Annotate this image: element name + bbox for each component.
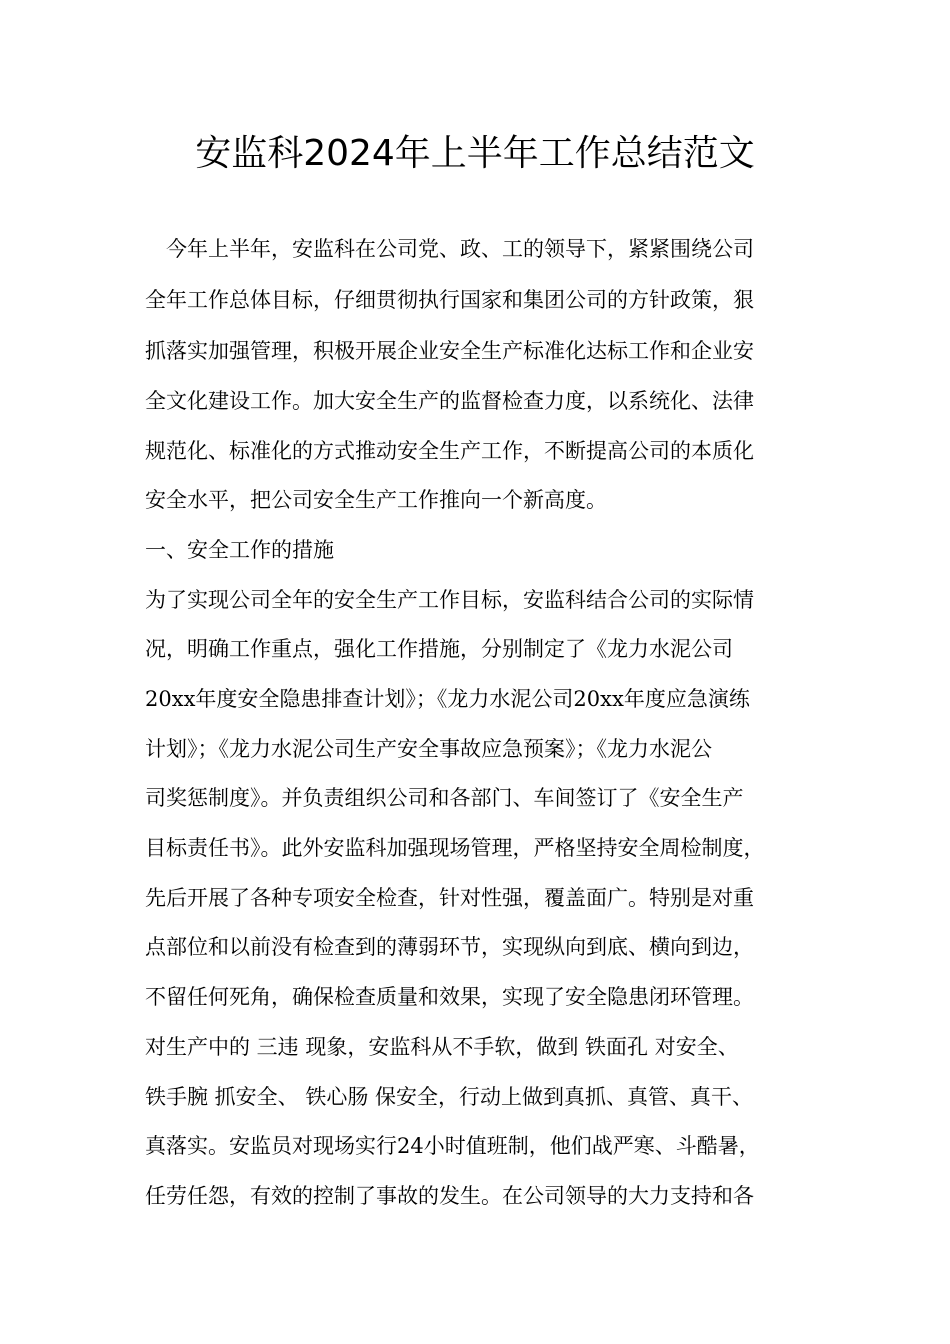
paragraph-line: 计划》；《龙力水泥公司生产安全事故应急预案》；《龙力水泥公 (145, 737, 712, 761)
paragraph-line: 不留任何死角，确保检查质量和效果，实现了安全隐患闭环管理。 (145, 985, 754, 1009)
paragraph-line: 全文化建设工作。加大安全生产的监督检查力度，以系统化、法律 (145, 389, 754, 413)
paragraph-line: 全年工作总体目标，仔细贯彻执行国家和集团公司的方针政策，狠 (145, 288, 754, 312)
paragraph-line: 规范化、标准化的方式推动安全生产工作，不断提高公司的本质化 (145, 439, 754, 463)
paragraph-line: 安全水平，把公司安全生产工作推向一个新高度。 (145, 488, 607, 512)
section-heading: 一、安全工作的措施 (145, 538, 334, 562)
paragraph-line: 任劳任怨，有效的控制了事故的发生。在公司领导的大力支持和各 (145, 1184, 754, 1208)
document-title: 安监科2024年上半年工作总结范文 (195, 133, 755, 174)
paragraph-line: 抓落实加强管理，积极开展企业安全生产标准化达标工作和企业安 (145, 339, 754, 363)
paragraph-line: 目标责任书》。此外安监科加强现场管理，严格坚持安全周检制度， (145, 836, 765, 860)
paragraph-line: 司奖惩制度》。并负责组织公司和各部门、车间签订了《安全生产 (145, 786, 744, 810)
paragraph-line: 真落实。安监员对现场实行24小时值班制，他们战严寒、斗酷暑， (145, 1134, 760, 1158)
paragraph-line: 为了实现公司全年的安全生产工作目标，安监科结合公司的实际情 (145, 588, 754, 612)
paragraph-line: 20xx年度安全隐患排查计划》；《龙力水泥公司20xx年度应急演练 (145, 687, 750, 711)
paragraph-line: 点部位和以前没有检查到的薄弱环节，实现纵向到底、横向到边， (145, 935, 754, 959)
paragraph-line: 今年上半年，安监科在公司党、政、工的领导下，紧紧围绕公司 (145, 237, 754, 261)
paragraph-line: 铁手腕 抓安全、 铁心肠 保安全，行动上做到真抓、真管、真干、 (145, 1085, 754, 1109)
paragraph-line: 况，明确工作重点，强化工作措施，分别制定了《龙力水泥公司 (145, 637, 733, 661)
paragraph-line: 对生产中的 三违 现象，安监科从不手软，做到 铁面孔 对安全、 (145, 1035, 739, 1059)
paragraph-line: 先后开展了各种专项安全检查，针对性强，覆盖面广。特别是对重 (145, 886, 754, 910)
